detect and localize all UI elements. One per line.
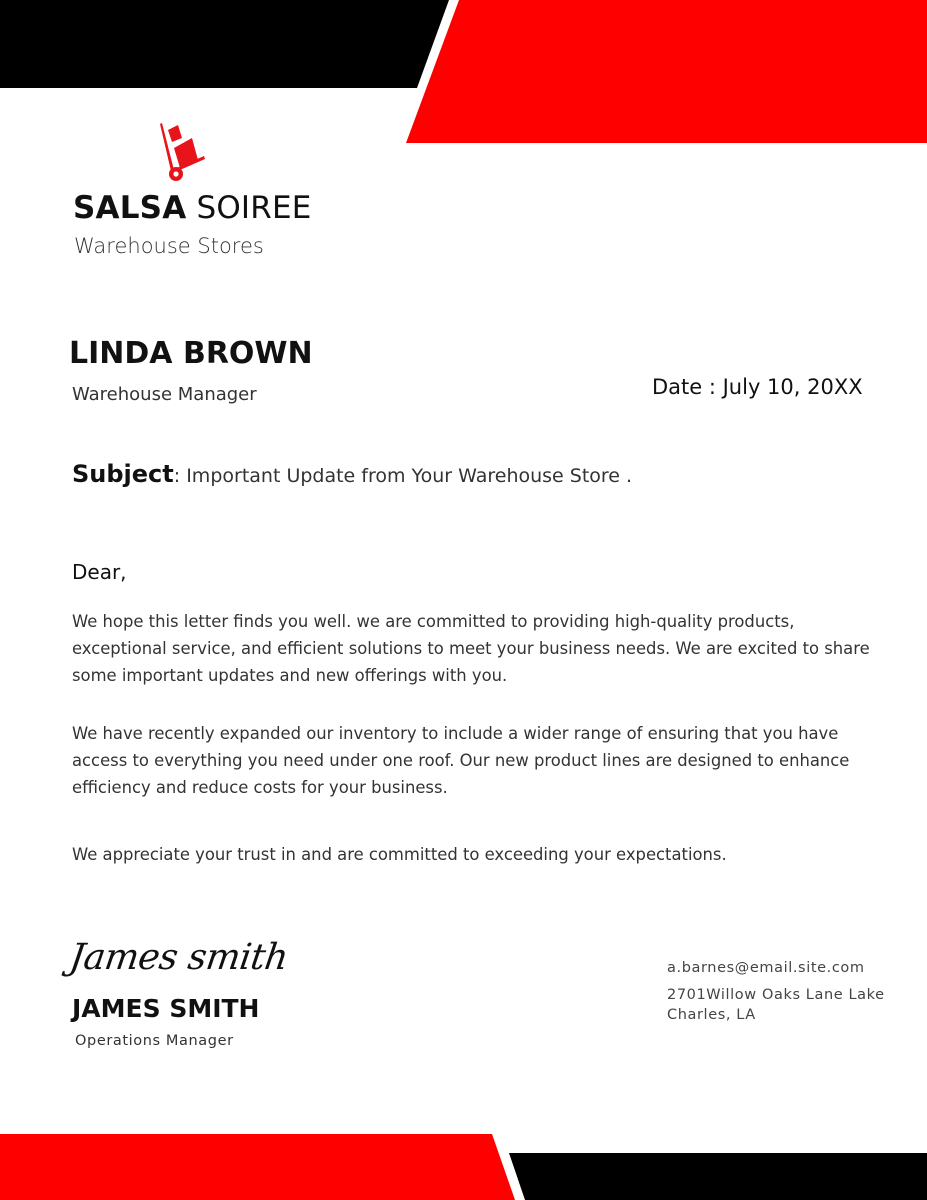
letter-date: Date : July 10, 20XX (652, 375, 863, 399)
sender-title: Operations Manager (75, 1033, 234, 1049)
body-paragraph-1: We hope this letter finds you well. we are committed to providing high-quality products, exceptional service, and efficient solutions to meet your business needs. We are excited to share some important updates and new offerings with you. (72, 612, 870, 685)
contact-email[interactable]: a.barnes@email.site.com (667, 960, 865, 976)
footer-black-band (509, 1153, 927, 1200)
recipient-name: LINDA BROWN (69, 336, 313, 371)
greeting: Dear, (72, 560, 127, 584)
body-paragraph-3: We appreciate your trust in and are committed to exceeding your expectations. (72, 845, 727, 864)
footer-decoration (0, 1120, 927, 1200)
body-paragraph-2: We have recently expanded our inventory to include a wider range of ensuring that you have access to everything you need under one roof. Our new product lines are designed to enhance efficiency and reduce costs for your business. (72, 724, 850, 797)
sender-name: JAMES SMITH (72, 994, 260, 1023)
subject-line (72, 460, 632, 488)
header-black-band (0, 0, 449, 88)
brand-name (73, 190, 312, 226)
subject-label: Subject (72, 460, 174, 488)
footer-red-band (0, 1134, 515, 1200)
contact-address: 2701Willow Oaks Lane Lake Charles, LA (667, 987, 885, 1023)
header-red-band (406, 0, 927, 143)
subject-text: : Important Update from Your Warehouse Store . (173, 465, 633, 487)
brand-name-light: SOIREE (196, 190, 312, 226)
hand-truck-icon (156, 120, 214, 184)
header-decoration (0, 0, 927, 150)
brand-name-bold: SALSA (73, 190, 187, 226)
recipient-title: Warehouse Manager (72, 384, 257, 405)
brand-tagline: Warehouse Stores (74, 234, 264, 258)
signature: James smith (67, 937, 291, 978)
